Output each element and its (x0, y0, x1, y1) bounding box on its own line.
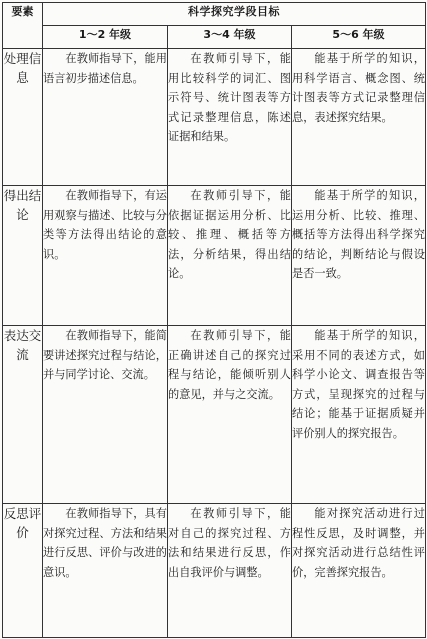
grade-header-3-4: 3～4 年级 (168, 26, 292, 49)
table-cell: 在教师引导下，能正确讲述自己的探究过程与结论，能倾听别人的意见，并与之交流。 (168, 326, 292, 504)
table-cell: 在教师引导下，能对自己的探究过程、方法和结果进行反思，作出自我评价与调整。 (168, 504, 292, 638)
table-cell: 能基于所学的知识，运用分析、比较、推理、概括等方法得出科学探究的结论，判断结论与假设是否一致。 (292, 186, 426, 326)
table-row (3, 326, 426, 504)
table-cell: 在教师引导下，能用比较科学的词汇、图示符号、统计图表等方式记录整理信息，陈述证据和结果。 (168, 49, 292, 186)
table-row (3, 186, 426, 326)
table-cell: 在教师指导下，能简要讲述探究过程与结论，并与同学讨论、交流。 (43, 326, 168, 504)
element-column-header: 要素 (3, 3, 43, 49)
table-cell: 在教师指导下，具有对探究过程、方法和结果进行反思、评价与改进的意识。 (43, 504, 168, 638)
table-cell: 能对探究活动进行过程性反思，及时调整，并对探究活动进行总结性评价，完善探究报告。 (292, 504, 426, 638)
header-row-grades (3, 26, 426, 49)
table-cell: 在教师指导下，有运用观察与描述、比较与分类等方法得出结论的意识。 (43, 186, 168, 326)
table-row (3, 49, 426, 186)
element-label: 反思评价 (3, 504, 43, 638)
table-cell: 在教师指导下，能用语言初步描述信息。 (43, 49, 168, 186)
element-label: 处理信息 (3, 49, 43, 186)
table-cell: 能基于所学的知识，采用不同的表述方式，如科学小论文、调查报告等方式，呈现探究的过程与结论；能基于证据质疑并评价别人的探究报告。 (292, 326, 426, 504)
table-cell: 能基于所学的知识，用科学语言、概念图、统计图表等方式记录整理信息，表述探究结果。 (292, 49, 426, 186)
grade-header-1-2: 1～2 年级 (43, 26, 168, 49)
science-inquiry-goals-table (2, 2, 426, 638)
table-cell: 在教师引导下，能依据证据运用分析、比较、推理、概括等方法，分析结果，得出结论。 (168, 186, 292, 326)
header-row-title (3, 3, 426, 26)
grade-header-5-6: 5～6 年级 (292, 26, 426, 49)
element-label: 得出结论 (3, 186, 43, 326)
goal-title-header: 科学探究学段目标 (43, 3, 426, 26)
table-row (3, 504, 426, 638)
element-label: 表达交流 (3, 326, 43, 504)
